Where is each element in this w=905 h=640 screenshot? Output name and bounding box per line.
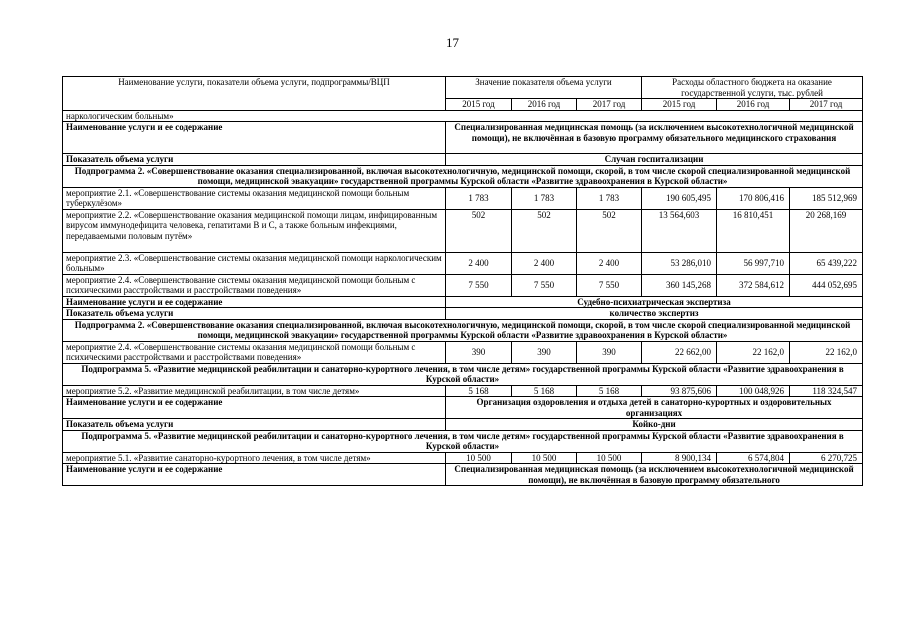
carry-over-text: наркологическим больным» [63, 110, 863, 122]
table-row [63, 122, 863, 154]
indicator-value: Случан госпитализации [446, 154, 863, 166]
table-row [63, 187, 863, 209]
table-row [63, 385, 863, 397]
budget-value: 20 268,169 [790, 209, 863, 252]
volume-value: 390 [512, 341, 577, 363]
budget-value: 13 564,603 [642, 209, 717, 252]
budget-value: 360 145,268 [642, 274, 717, 296]
volume-value: 502 [446, 209, 512, 252]
year-cell: 2017 год [577, 99, 642, 111]
budget-value: 372 584,612 [717, 274, 790, 296]
budget-value: 56 997,710 [717, 252, 790, 274]
budget-value: 93 875,606 [642, 385, 717, 397]
activity-name: мероприятие 5.2. «Развитие медицинской реабилитации, в том числе детям» [63, 385, 446, 397]
volume-value: 502 [577, 209, 642, 252]
activity-name: мероприятие 2.4. «Совершенствование системы оказания медицинской помощи больным с психическими расстройствами и расстройствами поведения» [63, 274, 446, 296]
service-label: Наименование услуги и ее содержание [63, 397, 446, 419]
indicator-label: Показатель объема услуги [63, 419, 446, 431]
budget-value: 8 900,134 [642, 452, 717, 464]
volume-value: 1 783 [577, 187, 642, 209]
budget-value: 100 048,926 [717, 385, 790, 397]
year-cell: 2016 год [512, 99, 577, 111]
service-label: Наименование услуги и ее содержание [63, 296, 446, 308]
volume-value: 2 400 [512, 252, 577, 274]
service-value: Организация оздоровления и отдыха детей в санаторно-курортных и оздоровительных организациях [446, 397, 863, 419]
volume-value: 10 500 [512, 452, 577, 464]
year-cell: 2016 год [717, 99, 790, 111]
volume-value: 502 [512, 209, 577, 252]
budget-value: 444 052,695 [790, 274, 863, 296]
table-row [63, 252, 863, 274]
table-row [63, 452, 863, 464]
header-name: Наименование услуги, показатели объема услуги, подпрограммы/ВЦП [63, 77, 446, 111]
indicator-label: Показатель объема услуги [63, 154, 446, 166]
subprogram-heading: Подпрограмма 5. «Развитие медицинской реабилитации и санаторно-курортного лечения, в том числе детям» государственной программы Курской области «Развитие здравоохранения в Курской области» [63, 430, 863, 452]
budget-value: 6 270,725 [790, 452, 863, 464]
activity-name: мероприятие 5.1. «Развитие санаторно-курортного лечения, в том числе детям» [63, 452, 446, 464]
year-cell: 2017 год [790, 99, 863, 111]
table-row [63, 363, 863, 385]
table-row [63, 274, 863, 296]
subprogram-heading: Подпрограмма 5. «Развитие медицинской реабилитации и санаторно-курортного лечения, в том числе детям» государственной программы Курской области «Развитие здравоохранения в Курской области» [63, 363, 863, 385]
volume-value: 10 500 [446, 452, 512, 464]
budget-value: 6 574,804 [717, 452, 790, 464]
volume-value: 390 [577, 341, 642, 363]
table-row [63, 341, 863, 363]
activity-name: мероприятие 2.4. «Совершенствование системы оказания медицинской помощи больным с психическими расстройствами и расстройствами поведения» [63, 341, 446, 363]
budget-value: 65 439,222 [790, 252, 863, 274]
table-row [63, 464, 863, 486]
subprogram-heading: Подпрограмма 2. «Совершенствование оказания специализированной, включая высокотехнологичную, медицинской помощи, скорой, в том числе скорой специализированной медицинской помощи, медицинской эвакуации» государственной программы Курской области «Развитие здравоохранения в Курской области» [63, 319, 863, 341]
budget-value: 185 512,969 [790, 187, 863, 209]
service-value: Судебно-психиатрическая экспертиза [446, 296, 863, 308]
table-row [63, 296, 863, 308]
activity-name: мероприятие 2.1. «Совершенствование системы оказания медицинской помощи больным туберкулёзом» [63, 187, 446, 209]
year-cell: 2015 год [446, 99, 512, 111]
volume-value: 1 783 [446, 187, 512, 209]
budget-value: 170 806,416 [717, 187, 790, 209]
services-table [62, 76, 863, 486]
budget-value: 22 662,00 [642, 341, 717, 363]
budget-value: 118 324,547 [790, 385, 863, 397]
indicator-value: Койко-дни [446, 419, 863, 431]
service-label: Наименование услуги и ее содержание [63, 464, 446, 486]
activity-name: мероприятие 2.2. «Совершенствование оказания медицинской помощи лицам, инфицированным вирусом иммунодефицита человека, гепатитами В и С, а также больным инфекциями, передаваемыми половым путём» [63, 209, 446, 252]
indicator-label: Показатель объема услуги [63, 308, 446, 320]
table-row [63, 430, 863, 452]
volume-value: 5 168 [446, 385, 512, 397]
page-number: 17 [446, 35, 459, 50]
header-budget: Расходы областного бюджета на оказание государственной услуги, тыс. рублей [642, 77, 863, 99]
budget-value: 190 605,495 [642, 187, 717, 209]
volume-value: 5 168 [512, 385, 577, 397]
budget-value: 22 162,0 [790, 341, 863, 363]
volume-value: 7 550 [446, 274, 512, 296]
service-value: Специализированная медицинская помощь (за исключением высокотехнологичной медицинской помощи), не включённая в базовую программу обязательного [446, 464, 863, 486]
table-row [63, 419, 863, 431]
budget-value: 53 286,010 [642, 252, 717, 274]
activity-name: мероприятие 2.3. «Совершенствование системы оказания медицинской помощи наркологическим больным» [63, 252, 446, 274]
table-row [63, 397, 863, 419]
header-volume: Значение показателя объема услуги [446, 77, 642, 99]
budget-value: 22 162,0 [717, 341, 790, 363]
table-row [63, 165, 863, 187]
volume-value: 1 783 [512, 187, 577, 209]
volume-value: 10 500 [577, 452, 642, 464]
volume-value: 5 168 [577, 385, 642, 397]
volume-value: 7 550 [512, 274, 577, 296]
budget-value: 16 810,451 [717, 209, 790, 252]
service-value: Специализированная медицинская помощь (за исключением высокотехнологичной медицинской помощи), не включённая в базовую программу обязательного медицинского страхования [446, 122, 863, 154]
volume-value: 2 400 [577, 252, 642, 274]
table-row [63, 209, 863, 252]
table-row [63, 308, 863, 320]
header-row [63, 77, 863, 99]
volume-value: 2 400 [446, 252, 512, 274]
table-row [63, 154, 863, 166]
year-cell: 2015 год [642, 99, 717, 111]
table-row [63, 319, 863, 341]
table-row [63, 110, 863, 122]
indicator-value: количество экспертиз [446, 308, 863, 320]
volume-value: 390 [446, 341, 512, 363]
subprogram-heading: Подпрограмма 2. «Совершенствование оказания специализированной, включая высокотехнологичную, медицинской помощи, скорой, в том числе скорой специализированной медицинской помощи, медицинской эвакуации» государственной программы Курской области «Развитие здравоохранения в Курской области» [63, 165, 863, 187]
volume-value: 7 550 [577, 274, 642, 296]
service-label: Наименование услуги и ее содержание [63, 122, 446, 154]
